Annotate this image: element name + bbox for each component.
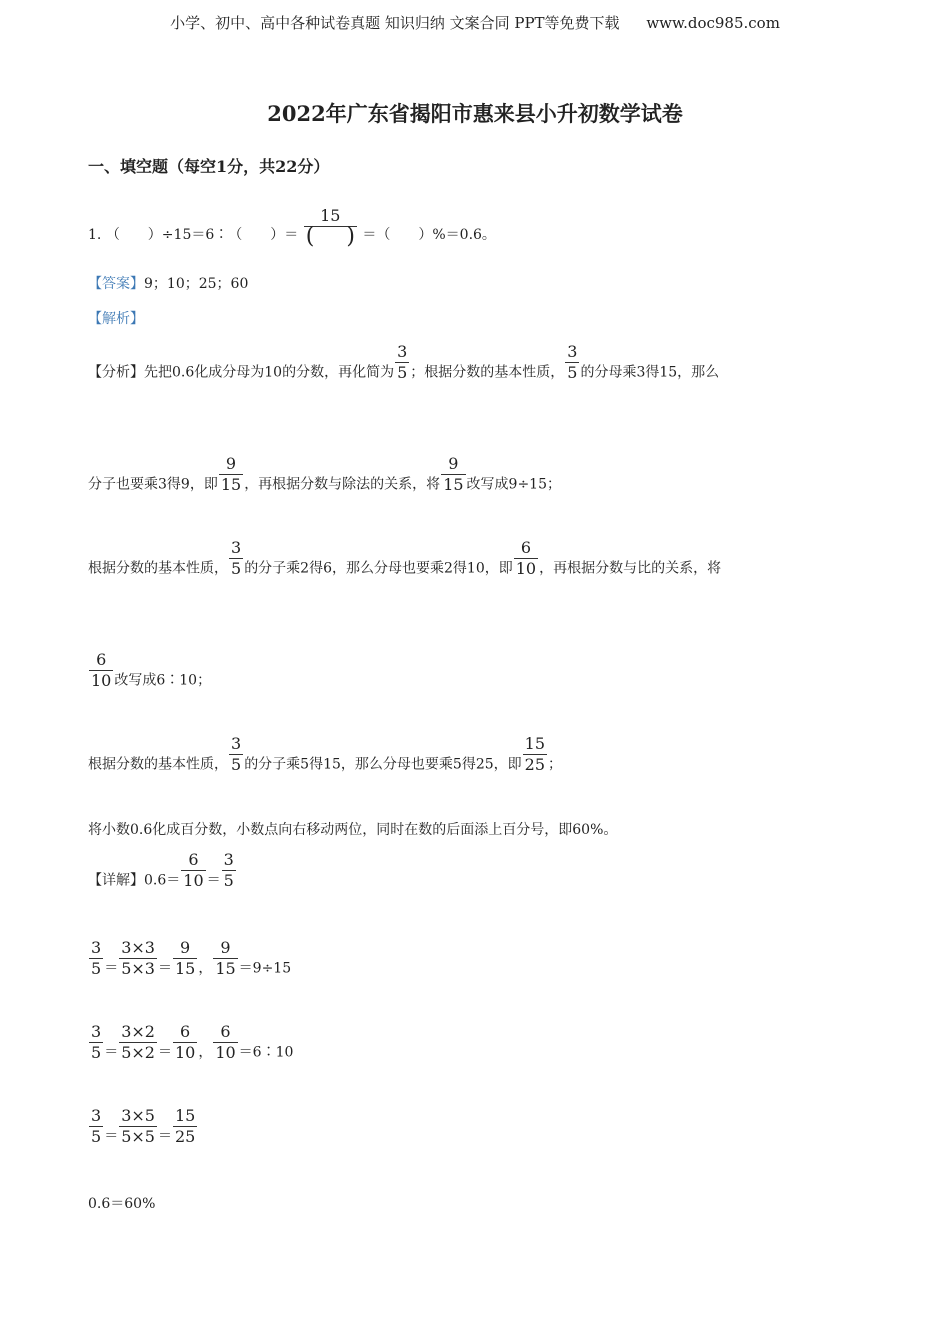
num: 3×2 (121, 1022, 155, 1041)
banner-text: 小学、初中、高中各种试卷真题 知识归纳 文案合同 PPT等免费下载 (170, 14, 620, 32)
detail-line-5: 0.6＝60% (88, 1196, 156, 1212)
question-text-part1: （ ）÷15＝6∶（ ）＝ (105, 227, 299, 243)
text: ；根据分数的基本性质， (410, 364, 565, 381)
num: 9 (225, 454, 237, 473)
num: 3 (567, 342, 578, 361)
den: 5×5 (121, 1127, 155, 1146)
equals: ＝ (104, 960, 119, 977)
fraction-9-15 (213, 938, 237, 979)
num: 3×5 (121, 1106, 155, 1125)
analysis-line-1 (88, 342, 720, 393)
fraction-numerator: 15 (320, 206, 341, 225)
analysis-line-3 (88, 538, 722, 589)
num: 3 (91, 938, 102, 957)
num: 6 (520, 538, 531, 557)
num: 6 (188, 850, 199, 869)
analysis-line-5 (88, 734, 562, 785)
question-fraction (304, 206, 357, 248)
fraction-9-15 (173, 938, 197, 979)
text: ； (548, 756, 562, 773)
equals: ＝ (104, 1128, 119, 1145)
num: 6 (220, 1022, 231, 1041)
fraction-3-5 (222, 850, 236, 891)
den: 5×2 (121, 1043, 155, 1062)
text: ，再根据分数与比的关系，将 (539, 560, 722, 577)
num: 3 (397, 342, 408, 361)
den: 15 (443, 475, 464, 494)
num: 3 (91, 1106, 102, 1125)
text: ＝9÷15 (238, 960, 292, 977)
comma: ， (198, 960, 213, 977)
num: 6 (96, 650, 107, 669)
equals: ＝ (157, 1128, 172, 1145)
fraction-3-5 (89, 938, 103, 979)
analysis-label: 【解析】 (88, 311, 144, 327)
num: 9 (448, 454, 459, 473)
den: 15 (174, 959, 196, 978)
den: 25 (174, 1127, 196, 1146)
text: 改写成9÷15； (466, 476, 561, 493)
question-text-part2: ＝（ ）%＝0.6。 (362, 227, 496, 243)
fraction-6-10 (514, 538, 538, 579)
num: 9 (220, 938, 231, 957)
equals: ＝ (206, 872, 221, 889)
den: 5 (91, 959, 102, 978)
den: 5×3 (121, 959, 155, 978)
section-heading: 一、填空题（每空1分，共22分） (88, 157, 330, 176)
fraction-3x3-5x3 (119, 938, 157, 979)
detail-label: 【详解】0.6＝ (88, 872, 181, 889)
question-1 (88, 206, 496, 256)
fraction-3-5 (395, 342, 409, 383)
text: 改写成6∶10； (114, 672, 212, 689)
num: 15 (174, 1106, 196, 1125)
num: 9 (180, 938, 191, 957)
num: 15 (524, 734, 545, 753)
den: 10 (91, 671, 112, 690)
num: 3 (223, 850, 234, 869)
den: 10 (215, 1043, 236, 1062)
text: ，再根据分数与除法的关系，将 (244, 476, 441, 493)
fraction-3-5 (229, 538, 243, 579)
page-title: 2022年广东省揭阳市惠来县小升初数学试卷 (267, 101, 683, 126)
num: 6 (180, 1022, 191, 1041)
den: 5 (231, 755, 242, 774)
den: 10 (515, 559, 537, 578)
den: 5 (567, 363, 578, 382)
fraction-6-10 (213, 1022, 237, 1063)
den: 5 (91, 1043, 102, 1062)
text: 根据分数的基本性质， (88, 560, 228, 577)
den: 15 (215, 959, 236, 978)
den: 15 (220, 475, 242, 494)
text: ＝6∶10 (238, 1044, 294, 1061)
num: 3×3 (121, 938, 155, 957)
text: 的分子乘2得6，那么分母也要乘2得10，即 (244, 560, 513, 577)
num: 3 (91, 1022, 102, 1041)
question-number: 1. (88, 227, 102, 243)
den: 5 (231, 559, 242, 578)
den: 10 (183, 871, 204, 890)
fraction-15-25 (173, 1106, 197, 1147)
site-url[interactable]: www.doc985.com (646, 14, 780, 32)
den: 5 (223, 871, 234, 890)
answer-label: 【答案】 (88, 276, 144, 292)
comma: ， (198, 1044, 213, 1061)
analysis-line-4 (88, 650, 212, 701)
equals: ＝ (157, 960, 172, 977)
fraction-6-10 (89, 650, 113, 691)
equals: ＝ (104, 1044, 119, 1061)
fraction-15-25 (523, 734, 547, 775)
den: 10 (174, 1043, 196, 1062)
answer-line (88, 274, 248, 294)
fraction-6-10 (181, 850, 205, 891)
fraction-9-15 (441, 454, 465, 495)
text: 分子也要乘3得9，即 (88, 476, 218, 493)
detail-line-4 (88, 1106, 198, 1157)
fraction-3-5 (565, 342, 579, 383)
fraction-9-15 (219, 454, 243, 495)
num: 3 (231, 538, 242, 557)
den: 25 (524, 755, 545, 774)
text: 的分母乘3得15，那么 (580, 364, 720, 381)
fraction-3-5 (89, 1106, 103, 1147)
fraction-3-5 (229, 734, 243, 775)
den: 5 (91, 1127, 102, 1146)
analysis-line-6: 将小数0.6化成百分数，小数点向右移动两位，同时在数的后面添上百分号，即60%。 (88, 822, 618, 838)
detail-line-1 (88, 850, 237, 901)
analysis-line-2 (88, 454, 561, 505)
den: 5 (397, 363, 408, 382)
text: 的分子乘5得15，那么分母也要乘5得25，即 (244, 756, 522, 773)
text: 根据分数的基本性质， (88, 756, 228, 773)
text: 【分析】先把0.6化成分母为10的分数，再化简为 (88, 364, 395, 381)
site-banner (0, 12, 950, 33)
answer-text: 9；10；25；60 (144, 276, 249, 292)
fraction-denominator-blank: ( ) (305, 224, 355, 249)
fraction-3x5-5x5 (119, 1106, 157, 1147)
fraction-3-5 (89, 1022, 103, 1063)
fraction-6-10 (173, 1022, 197, 1063)
num: 3 (231, 734, 242, 753)
equals: ＝ (157, 1044, 172, 1061)
fraction-3x2-5x2 (119, 1022, 157, 1063)
